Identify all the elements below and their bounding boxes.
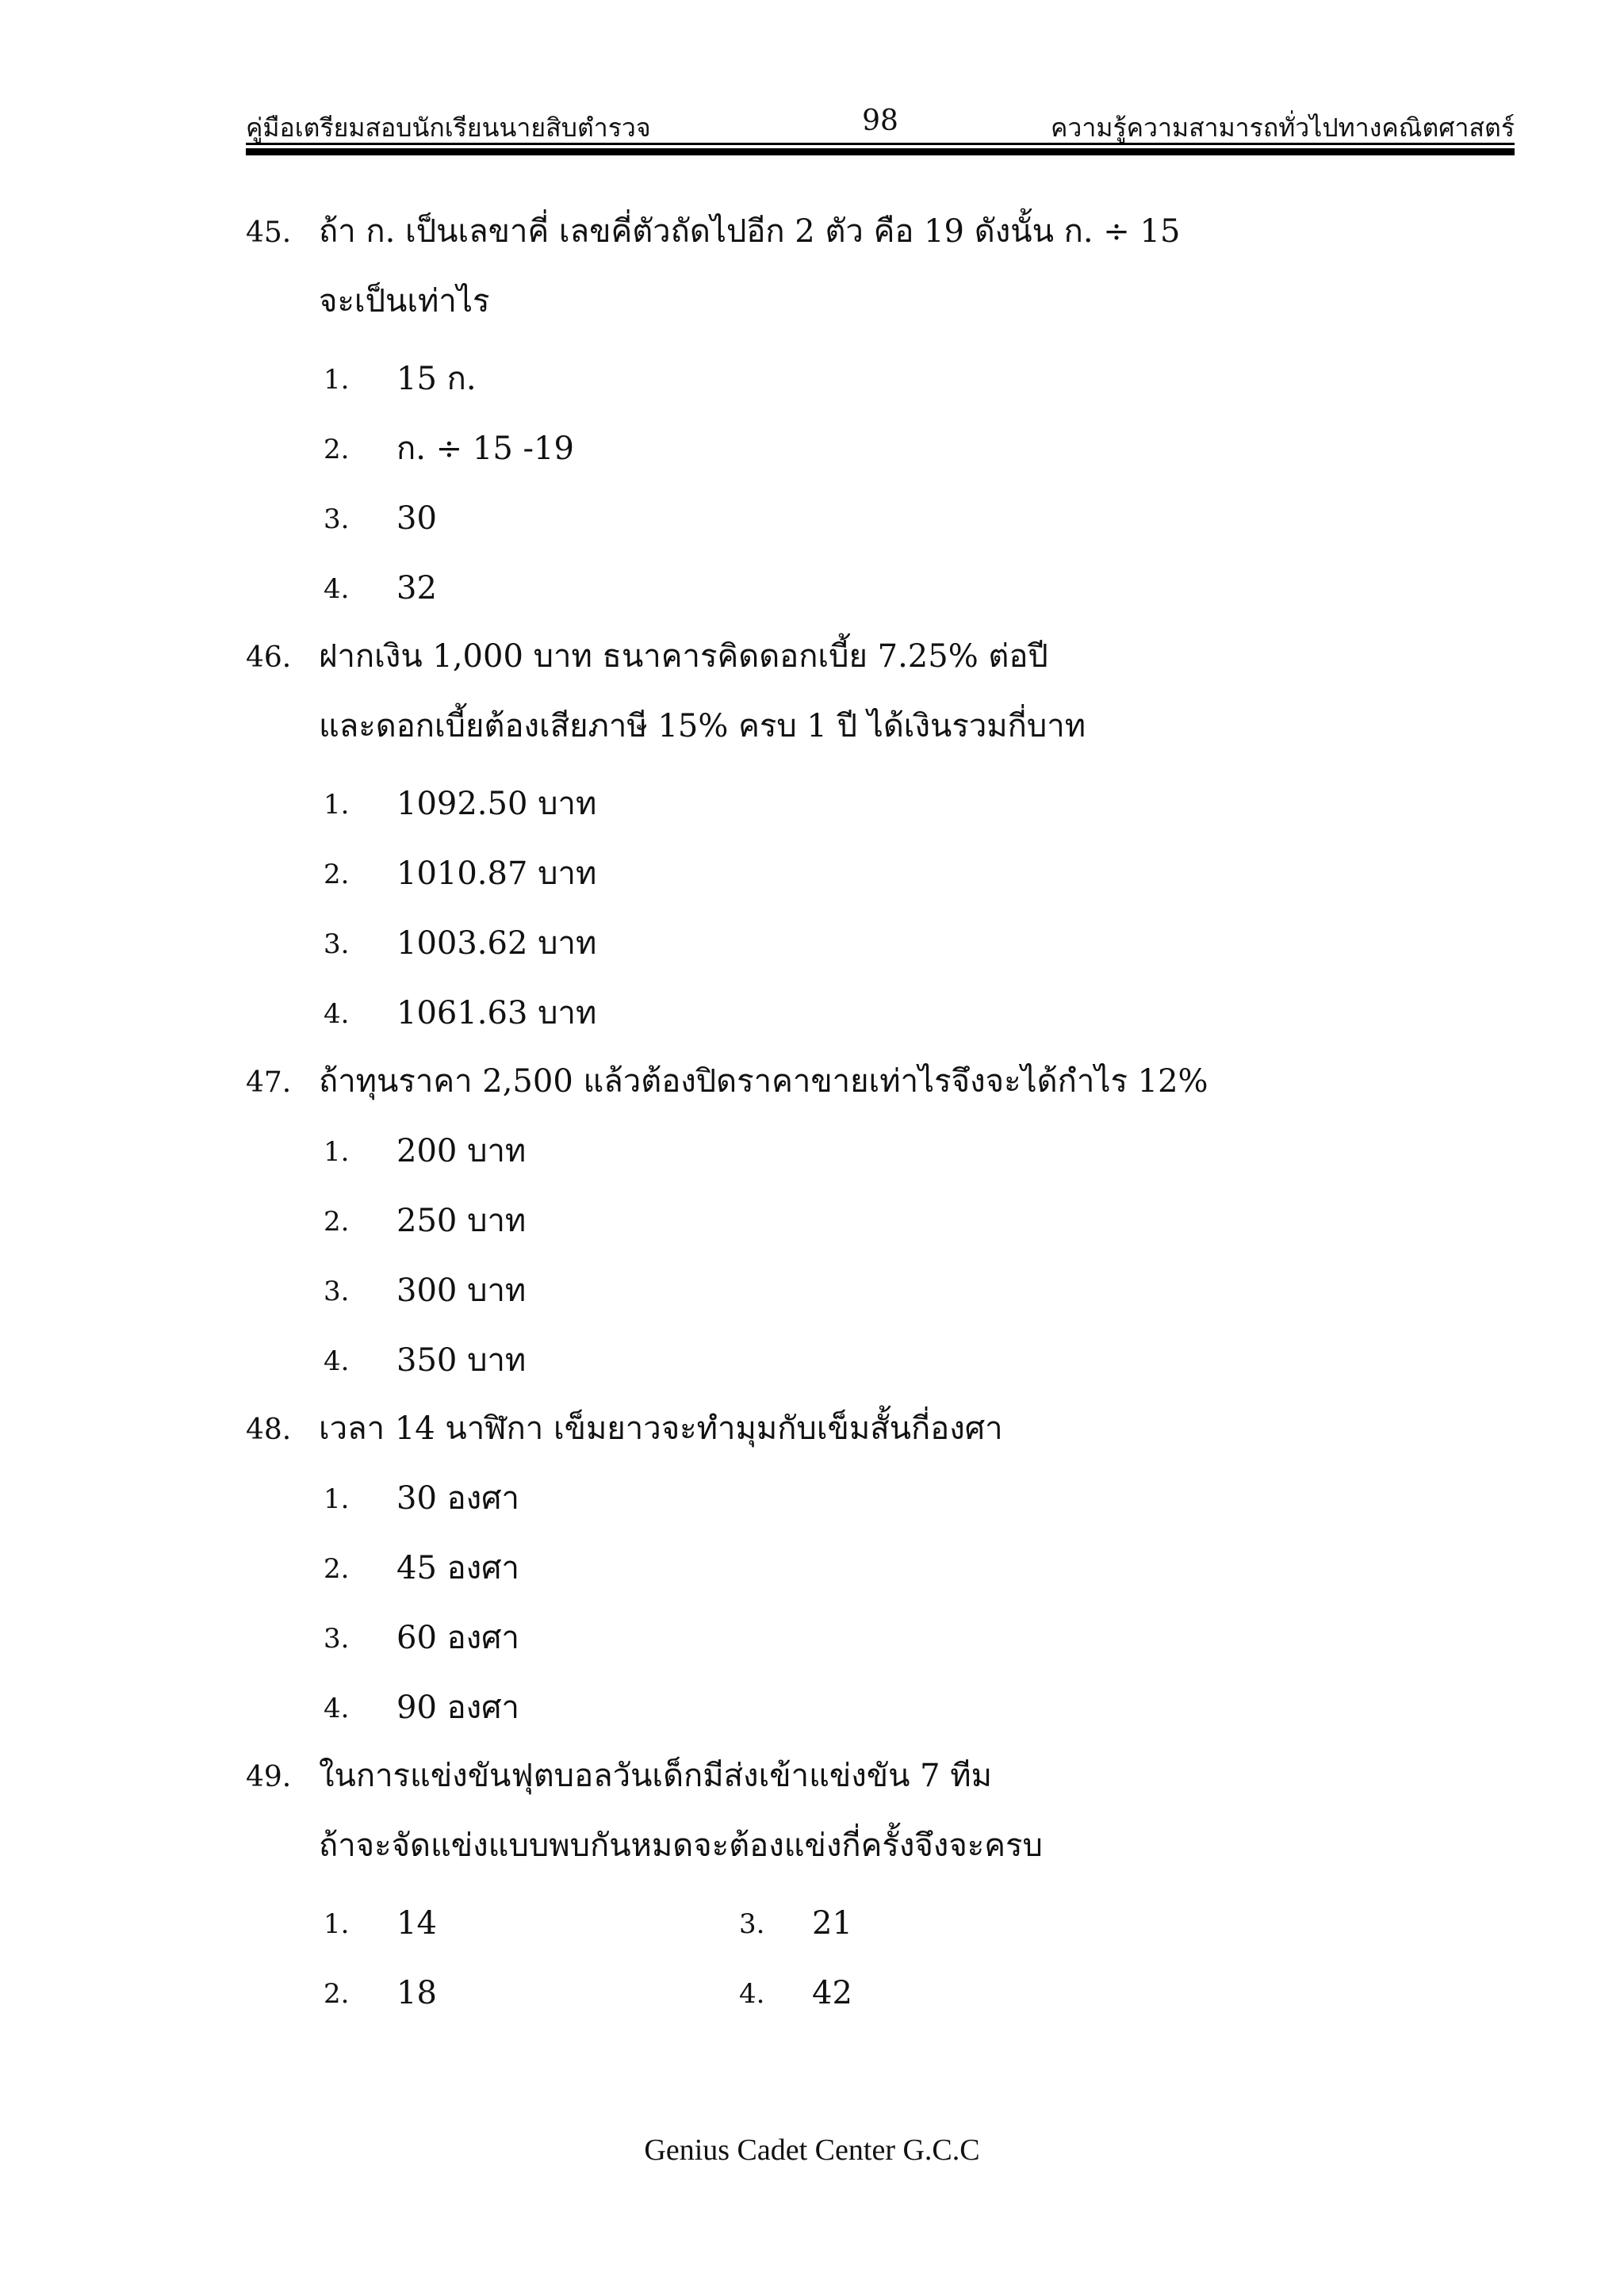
question-text: เวลา 14 นาฬิกา เข็มยาวจะทำมุมกับเข็มสั้นกี่องศา — [319, 1410, 1003, 1447]
page-footer: Genius Cadet Center G.C.C — [644, 2133, 980, 2167]
option-text: 42 — [812, 1975, 852, 2011]
option-text: 30 — [396, 500, 437, 537]
option-number: 4. — [324, 573, 350, 605]
option-number: 1. — [324, 1908, 350, 1940]
option-number: 4. — [324, 998, 350, 1030]
question-number: 47. — [246, 1066, 292, 1099]
option-number: 3. — [324, 1276, 350, 1307]
option-number: 2. — [324, 1206, 350, 1238]
option-text: 1003.62 บาท — [396, 925, 597, 962]
option-number: 4. — [324, 1693, 350, 1724]
option-number: 4. — [324, 1345, 350, 1377]
option-text: 1092.50 บาท — [396, 786, 597, 822]
option-text: 60 องศา — [396, 1620, 520, 1656]
page-number: 98 — [862, 105, 898, 137]
option-text: 300 บาท — [396, 1272, 527, 1309]
option-text: 18 — [396, 1975, 437, 2011]
option-text: 90 องศา — [396, 1689, 520, 1726]
option-number: 2. — [324, 1553, 350, 1585]
option-number: 1. — [324, 1136, 350, 1168]
question-text: ถ้าทุนราคา 2,500 แล้วต้องปิดราคาขายเท่าไรจึงจะได้กำไร 12% — [319, 1063, 1208, 1100]
option-number: 3. — [324, 1623, 350, 1655]
option-text: 350 บาท — [396, 1342, 527, 1379]
question-text-continued: และดอกเบี้ยต้องเสียภาษี 15% ครบ 1 ปี ได้เงินรวมกี่บาท — [319, 708, 1086, 744]
option-text: 30 องศา — [396, 1480, 520, 1517]
question-number: 46. — [246, 641, 292, 674]
option-text: 250 บาท — [396, 1203, 527, 1239]
question-text-continued: จะเป็นเท่าไร — [319, 283, 490, 320]
option-number: 3. — [324, 928, 350, 960]
header-book-title: คู่มือเตรียมสอบนักเรียนนายสิบตำรวจ — [246, 113, 651, 143]
option-text: 32 — [396, 570, 437, 607]
question-text: ในการแข่งขันฟุตบอลวันเด็กมีส่งเข้าแข่งขัน 7 ทีม — [319, 1758, 993, 1794]
option-number: 2. — [324, 1978, 350, 2010]
option-number: 2. — [324, 434, 350, 465]
option-text: 1061.63 บาท — [396, 995, 597, 1031]
question-text-continued: ถ้าจะจัดแข่งแบบพบกันหมดจะต้องแข่งกี่ครั้งจึงจะครบ — [319, 1827, 1043, 1864]
option-text: 15 ก. — [396, 361, 477, 397]
option-text: 1010.87 บาท — [396, 855, 597, 892]
option-text: 21 — [812, 1905, 852, 1942]
option-number: 1. — [324, 789, 350, 821]
option-number: 1. — [324, 1483, 350, 1515]
option-number: 2. — [324, 859, 350, 890]
option-text: 45 องศา — [396, 1550, 520, 1586]
question-number: 48. — [246, 1414, 292, 1446]
option-text: 14 — [396, 1905, 437, 1942]
question-text: ฝากเงิน 1,000 บาท ธนาคารคิดดอกเบี้ย 7.25% ต่อปี — [319, 638, 1048, 675]
option-text: 200 บาท — [396, 1133, 527, 1169]
option-number: 3. — [324, 503, 350, 535]
option-number: 3. — [739, 1908, 765, 1940]
option-number: 4. — [739, 1978, 765, 2010]
question-number: 45. — [246, 216, 292, 249]
question-text: ถ้า ก. เป็นเลขาคี่ เลขคี่ตัวถัดไปอีก 2 ตัว คือ 19 ดังนั้น ก. ÷ 15 — [319, 213, 1181, 250]
option-text: ก. ÷ 15 -19 — [396, 430, 574, 467]
question-number: 49. — [246, 1761, 292, 1793]
header-chapter-title: ความรู้ความสามารถทั่วไปทางคณิตศาสตร์ — [1051, 113, 1515, 143]
option-number: 1. — [324, 364, 350, 396]
